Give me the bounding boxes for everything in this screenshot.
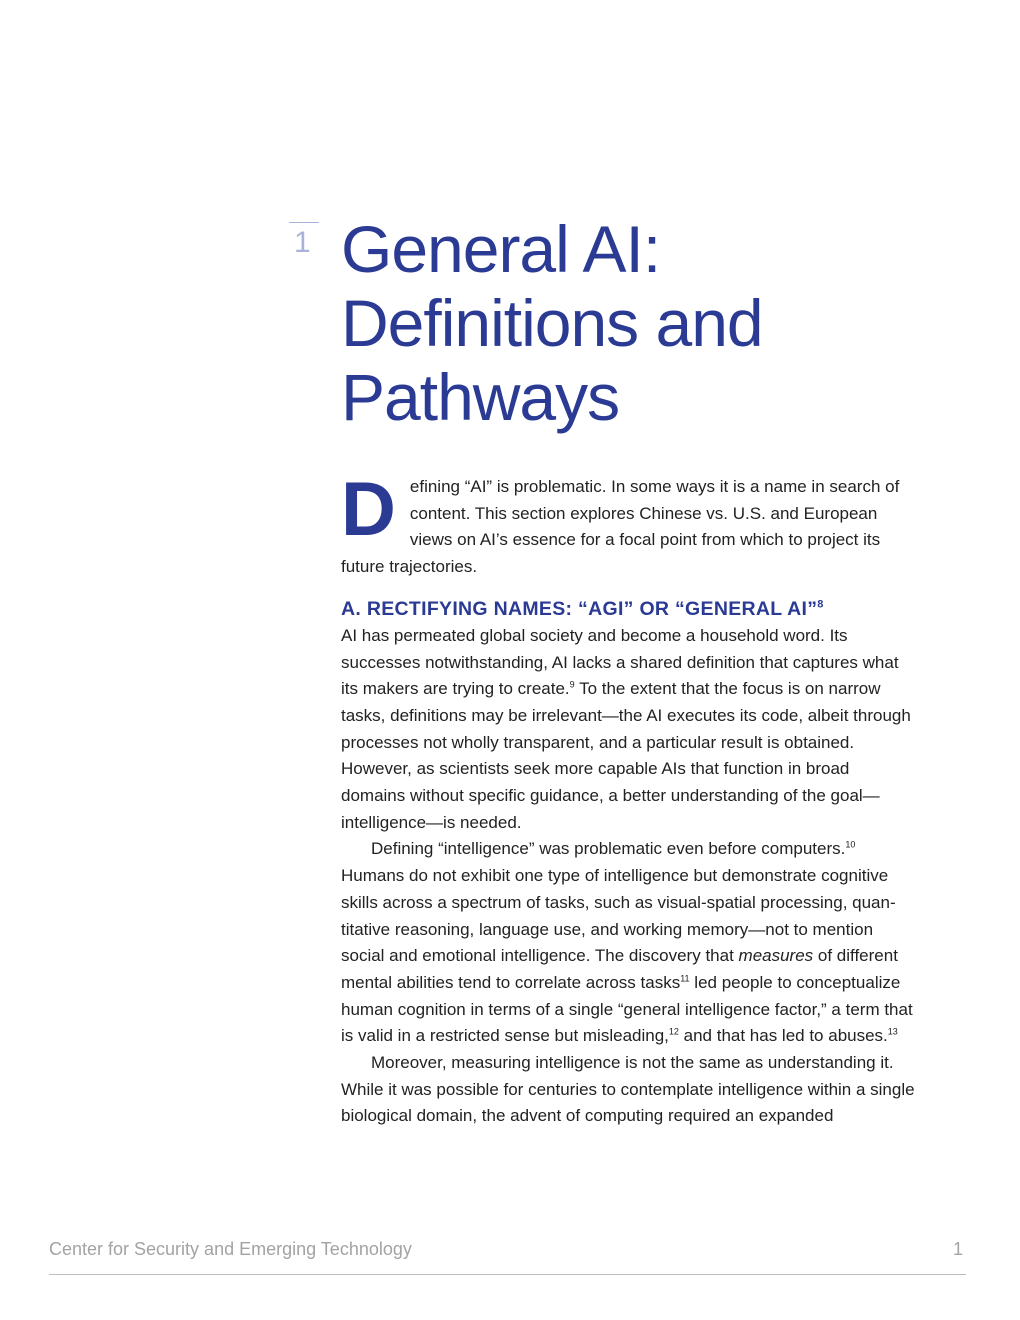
- paragraph-2: [341, 836, 916, 1050]
- paragraph-text: Defining “intelligence” was problematic even before computers.: [371, 839, 846, 859]
- footnote-ref: 9: [569, 679, 575, 690]
- section-heading: [341, 595, 916, 623]
- intro-text: efining “AI” is problematic. In some ways it is a name in search of content. This section explores Chinese vs. U.S. and European views on AI’s essence for a focal point from which to project its future trajectories.: [341, 477, 900, 577]
- footer-rule: [49, 1274, 966, 1275]
- footnote-ref: 11: [680, 973, 690, 984]
- footer-page-number: 1: [953, 1239, 964, 1259]
- paragraph-text: To the extent that the focus is on narrow tasks, definitions may be irrelevant—the AI executes its code, albeit through processes not wholly transparent, and a particular result is obtained. However, as scientists seek more capable AIs that function in broad domains without specific guidance, a better understanding of the goal—intelligence—is needed.: [341, 679, 911, 832]
- paragraph-text: and that has led to abuses.: [678, 1026, 888, 1046]
- paragraph-1: [341, 623, 916, 837]
- footnote-ref: 13: [887, 1026, 898, 1037]
- section-heading-text: A. RECTIFYING NAMES: “AGI” OR “GENERAL AI”: [341, 597, 818, 620]
- paragraph-text: AI has permeated global society and become a household word. Its successes notwithstanding, AI lacks a shared definition that captures what its makers are trying to create.: [341, 625, 899, 699]
- body-column: [341, 467, 916, 1130]
- paragraph-text: Moreover, measuring intelligence is not the same as understanding it. While it was possible for centuries to contemplate intelligence within a single biological domain, the advent of computing required an expanded: [341, 1053, 915, 1126]
- footnote-ref: 8: [817, 598, 824, 611]
- paragraph-3: [341, 1050, 916, 1130]
- footer-organization: Center for Security and Emerging Technology: [49, 1239, 412, 1259]
- footnote-ref: 12: [668, 1026, 679, 1037]
- paragraph-text: of different mental abilities tend to correlate across tasks: [341, 946, 898, 992]
- paragraph-text: led people to conceptualize human cognition in terms of a single “general intelligence factor,” a term that is valid in a restricted sense but misleading,: [341, 972, 913, 1046]
- intro-paragraph: [341, 467, 916, 581]
- chapter-title-line-3: Pathways: [341, 360, 620, 434]
- chapter-title-line-2: Definitions and: [341, 286, 763, 360]
- paragraph-text: Humans do not exhibit one type of intelligence but demonstrate cognitive skills across a spectrum of tasks, such as visual-spatial processing, quantitative reasoning, language use, and working memory—not to mention social and emotional intelligence. The discovery that: [341, 866, 896, 966]
- drop-cap: D: [341, 467, 396, 552]
- chapter-title-line-1: General AI:: [341, 212, 661, 286]
- footnote-ref: 10: [845, 839, 856, 850]
- chapter-number: 1: [294, 226, 311, 259]
- chapter-rule: [289, 222, 319, 223]
- emphasis-text: measures: [738, 946, 814, 966]
- chapter-title: [341, 212, 901, 434]
